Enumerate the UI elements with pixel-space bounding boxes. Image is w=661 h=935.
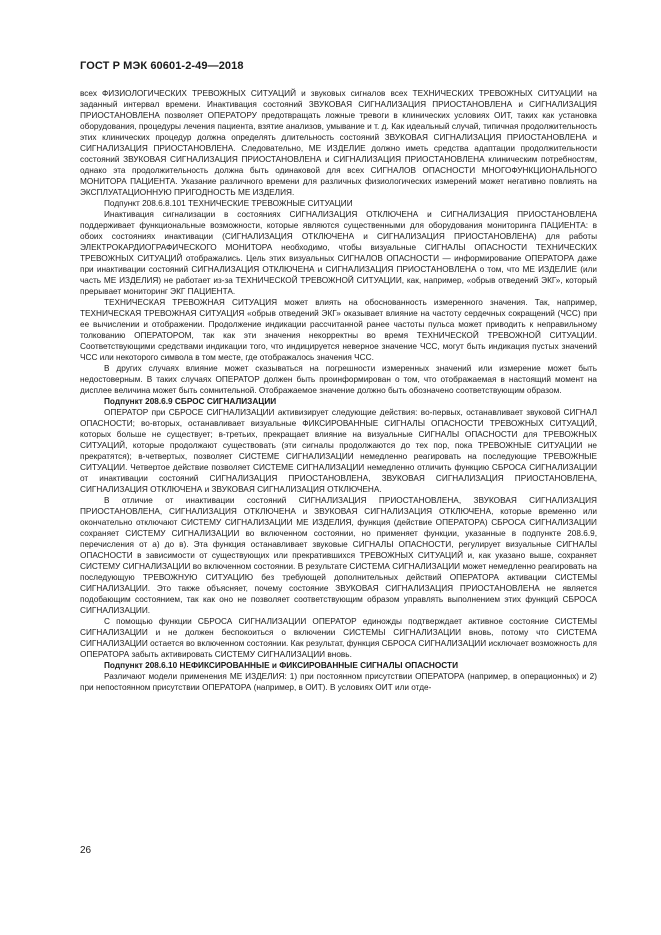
page-number: 26 [80, 845, 92, 856]
paragraph: Различают модели применения МЕ ИЗДЕЛИЯ: 1) при постоянном присутствии ОПЕРАТОРА (например, в операционных) и 2) при непостоянном присутствии ОПЕРАТОРА (например, в ОИТ). В условиях ОИТ или отде- [80, 672, 597, 692]
subclause-heading: Подпункт 208.6.8.101 ТЕХНИЧЕСКИЕ ТРЕВОЖНЫЕ СИТУАЦИИ [104, 199, 353, 208]
document-header: ГОСТ Р МЭК 60601-2-49—2018 [80, 60, 244, 72]
document-body [80, 88, 597, 693]
paragraph: ОПЕРАТОР при СБРОСЕ СИГНАЛИЗАЦИИ активизирует следующие действия: во-первых, останавливает звуковой СИГНАЛ ОПАСНОСТИ; во-вторых, останавливает визуальные ФИКСИРОВАННЫЕ СИГНАЛЫ ОПАСНОСТИ ТРЕВОЖНЫХ СИТУАЦИЙ, которых больше не существует; в-третьих, прекращает влияние на визуальные СИГНАЛЫ ОПАСНОСТИ для ТРЕВОЖНЫХ СИТУАЦИЙ, которые продолжают существовать (эти сигналы продолжаются до тех пор, пока ТРЕВОЖНЫЕ СИТУАЦИИ не прекратятся); в-четвертых, позволяет СИСТЕМЕ СИГНАЛИЗАЦИИ немедленно реагировать на последующие ТРЕВОЖНЫЕ СИТУАЦИИ. Четвертое действие позволяет СИСТЕМЕ СИГНАЛИЗАЦИИ немедленно отличить функцию СБРОСА СИГНАЛИЗАЦИИ от инактивации состояний СИГНАЛИЗАЦИЯ ПРИОСТАНОВЛЕНА, ЗВУКОВАЯ СИГНАЛИЗАЦИЯ ПРИОСТАНОВЛЕНА, СИГНАЛИЗАЦИЯ ОТКЛЮЧЕНА и ЗВУКОВАЯ СИГНАЛИЗАЦИЯ ОТКЛЮЧЕНА. [80, 408, 597, 494]
subclause-heading: Подпункт 208.6.9 СБРОС СИГНАЛИЗАЦИИ [104, 397, 277, 406]
paragraph: Инактивация сигнализации в состояниях СИГНАЛИЗАЦИЯ ОТКЛЮЧЕНА и СИГНАЛИЗАЦИЯ ПРИОСТАНОВЛЕНА поддерживает функциональные возможности, которые являются существенными для оборудования мониторинга ПАЦИЕНТА: в обоих состояниях инактивации (СИГНАЛИЗАЦИЯ ОТКЛЮЧЕНА и СИГНАЛИЗАЦИЯ ПРИОСТАНОВЛЕНА) для работы ЭЛЕКТРОКАРДИОГРАФИЧЕСКОГО МОНИТОРА необходимо, чтобы визуальные СИГНАЛЫ ОПАСНОСТИ ТЕХНИЧЕСКИХ ТРЕВОЖНЫХ СИТУАЦИЙ отображались. Цель этих визуальных СИГНАЛОВ ОПАСНОСТИ — информирование ОПЕРАТОРА даже при инактивации состояний СИГНАЛИЗАЦИЯ ОТКЛЮЧЕНА и СИГНАЛИЗАЦИЯ ПРИОСТАНОВЛЕНА о том, что МЕ ИЗДЕЛИЕ (или часть МЕ ИЗДЕЛИЯ) не работает из-за ТЕХНИЧЕСКОЙ ТРЕВОЖНОЙ СИТУАЦИИ, как, например, «обрыв отведений ЭКГ», который прерывает мониторинг ЭКГ ПАЦИЕНТА. [80, 210, 597, 296]
paragraph: В других случаях влияние может сказываться на погрешности измеренных значений или измерение может быть недостоверным. В таких случаях ОПЕРАТОР должен быть проинформирован о том, что отображаемая в настоящий момент на дисплее величина может быть сомнительной. Отображаемое значение должно быть обозначено соответствующим образом. [80, 364, 597, 395]
paragraph: всех ФИЗИОЛОГИЧЕСКИХ ТРЕВОЖНЫХ СИТУАЦИЙ и звуковых сигналов всех ТЕХНИЧЕСКИХ ТРЕВОЖНЫХ СИТУАЦИИ на заданный интервал времени. Инактивация состояний ЗВУКОВАЯ СИГНАЛИЗАЦИЯ ПРИОСТАНОВЛЕНА и СИГНАЛИЗАЦИЯ ПРИОСТАНОВЛЕНА позволяет ОПЕРАТОРУ предотвращать ложные тревоги в клинических условиях ОИТ, таких как установка оборудования, процедуры лечения пациента, взятие анализов, умывание и т. д. Как идеальный случай, типичная продолжительность этих клинических процедур должна определять длительность состояний ЗВУКОВАЯ СИГНАЛИЗАЦИЯ ПРИОСТАНОВЛЕНА и СИГНАЛИЗАЦИЯ ПРИОСТАНОВЛЕНА. Следовательно, МЕ ИЗДЕЛИЕ должно иметь средства адаптации продолжительности состояний ЗВУКОВАЯ СИГНАЛИЗАЦИЯ ПРИОСТАНОВЛЕНА и СИГНАЛИЗАЦИЯ ПРИОСТАНОВЛЕНА клиническим потребностям, однако эта продолжительность должна быть одинаковой для всех СИГНАЛОВ ОПАСНОСТИ МНОГОФУНКЦИОНАЛЬНОГО МОНИТОРА ПАЦИЕНТА. Указание различного времени для различных физиологических измерений может негативно повлиять на ЭКСПЛУАТАЦИОННУЮ ПРИГОДНОСТЬ МЕ ИЗДЕЛИЯ. [80, 89, 597, 197]
subclause-heading: Подпункт 208.6.10 НЕФИКСИРОВАННЫЕ и ФИКСИРОВАННЫЕ СИГНАЛЫ ОПАСНОСТИ [104, 661, 459, 670]
paragraph: С помощью функции СБРОСА СИГНАЛИЗАЦИИ ОПЕРАТОР единожды подтверждает активное состояние СИСТЕМЫ СИГНАЛИЗАЦИИ и не должен беспокоиться о включении СИСТЕМЫ СИГНАЛИЗАЦИИ вновь, потому что СИСТЕМА СИГНАЛИЗАЦИИ остается во включенном состоянии. Как результат, функция СБРОСА СИГНАЛИЗАЦИИ исключает возможность для ОПЕРАТОРА забыть активировать СИСТЕМУ СИГНАЛИЗАЦИИ вновь. [80, 617, 597, 659]
paragraph: ТЕХНИЧЕСКАЯ ТРЕВОЖНАЯ СИТУАЦИЯ может влиять на обоснованность измеренного значения. Так, например, ТЕХНИЧЕСКАЯ ТРЕВОЖНАЯ СИТУАЦИЯ «обрыв отведений ЭКГ» оказывает влияние на частоту сердечных сокращений (ЧСС) при ее вычислении и отображении. Продолжение индикации рассчитанной ранее частоты пульса может приводить к неправильному толкованию ОПЕРАТОРОМ, так как эти значения некорректны во время ТЕХНИЧЕСКОЙ ТРЕВОЖНОЙ СИТУАЦИИ. Соответствующими средствами индикации того, что индицируется неверное значение ЧСС, могут быть индикация пустых значений ЧСС или некоторого символа в том месте, где отображалось значения ЧСС. [80, 298, 597, 362]
paragraph: В отличие от инактивации состояний СИГНАЛИЗАЦИЯ ПРИОСТАНОВЛЕНА, ЗВУКОВАЯ СИГНАЛИЗАЦИЯ ПРИОСТАНОВЛЕНА, СИГНАЛИЗАЦИЯ ОТКЛЮЧЕНА и ЗВУКОВАЯ СИГНАЛИЗАЦИЯ ОТКЛЮЧЕНА, которые временно или окончательно отключают СИСТЕМУ СИГНАЛИЗАЦИИ МЕ ИЗДЕЛИЯ, функция (действие ОПЕРАТОРА) СБРОСА СИГНАЛИЗАЦИИ сохраняет СИСТЕМУ СИГНАЛИЗАЦИИ во включенном состоянии, но применяет функции, указанные в подпункте 208.6.9, перечисления от а) до в). Эта функция останавливает звуковые СИГНАЛЫ ОПАСНОСТИ, регулирует визуальные СИГНАЛЫ ОПАСНОСТИ в зависимости от существующих или прекратившихся ТРЕВОЖНЫХ СИТУАЦИЙ и, как указано выше, сохраняет СИСТЕМУ СИГНАЛИЗАЦИИ во включенном состоянии. В результате СИСТЕМА СИГНАЛИЗАЦИИ может немедленно реагировать на последующую ТРЕВОЖНУЮ СИТУАЦИЮ без требующей дополнительных действий ОПЕРАТОРА активации СИСТЕМЫ СИГНАЛИЗАЦИИ. Это также объясняет, почему состояние ЗВУКОВАЯ СИГНАЛИЗАЦИЯ ПРИОСТАНОВЛЕНА не является подобающим состоянием, так как оно не позволяет соответствующим образом управлять выполнением этих функций СБРОСА СИГНАЛИЗАЦИИ. [80, 496, 597, 615]
